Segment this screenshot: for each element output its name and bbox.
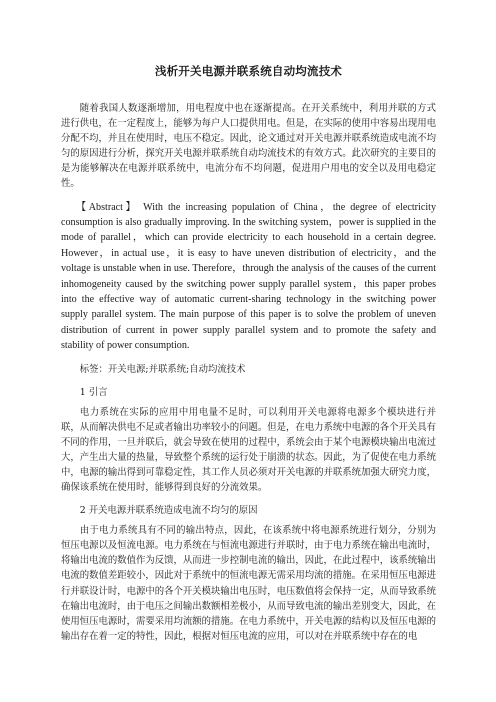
abstract-paragraph xyxy=(61,200,436,354)
section-1-paragraph: 电力系统在实际的应用中用电量不足时，可以利用开关电源将电源多个模块进行并联，从而解决供电不足或者输出功率较小的问题。但是，在电力系统中电源的各个开关具有不同的作用，一旦并联后，就会导致在使用的过程中，系统会由于某个电源模块输出电流过大，产生出大量的热量，导致整个系统的运行处于崩溃的状态。因此，为了促使在电力系统中，电源的输出得到可靠稳定性，其工作人员必须对开关电源的并联系统加强大研究力度，确保该系统在使用时，能够得到良好的分流效果。 xyxy=(61,406,437,494)
keywords-line: 标签：开关电源;并联系统;自动均流技术 xyxy=(79,363,246,375)
paper-title: 浅析开关电源并联系统自动均流技术 xyxy=(154,64,343,78)
section-2-heading: 2 开关电源并联系统造成电流不均匀的原因 xyxy=(79,505,258,517)
intro-paragraph: 随着我国人数逐渐增加，用电程度中也在逐渐提高。在开关系统中，利用并联的方式进行供电，在一定程度上，能够为每户人口提供用电。但是，在实际的使用中容易出现用电分配不均，并且在使用时，电压不稳定。因此，论文通过对开关电源并联系统造成电流不均匀的原因进行分析，探究开关电源并联系统自动均流技术的有效方式。此次研究的主要目的是为能够解决在电源并联系统中，电流分布不均问题，促进用户用电的安全以及用电稳定性。 xyxy=(61,103,437,190)
abstract-label: 【Abstract】 xyxy=(76,201,139,213)
abstract-text: With the increasing population of China，the degree of electricity consumption is also gradually improving. In the switching system，power is supplied in the mode of parallel，which can provide electricity to each household in a certain degree. However，in actual use，it is easy to have uneven distribution of electricity，and the voltage is unstable when in use. Therefore，through the analysis of the causes of the current inhomogeneity caused by the switching power supply parallel system，this paper probes into the effective way of automatic current-sharing technology in the switching power supply parallel system. The main purpose of this paper is to solve the problem of uneven distribution of current in power supply parallel system and to promote the safety and stability of power consumption. xyxy=(61,201,436,352)
section-1-heading: 1 引言 xyxy=(79,386,108,398)
section-2-paragraph: 由于电力系统具有不同的输出特点，因此，在该系统中将电源系统进行划分，分别为恒压电源以及恒流电源。电力系统在与恒流电源进行并联时，由于电力系统在输出电流时，将输出电流的数值作为反馈，从而进一步控制电流的输出，因此，在此过程中，该系统输出电流的数值差距较小，因此对于系统中的恒流电源无需采用均流的措施。在采用恒压电源进行并联设计时，电源中的各个开关模块输出电压时，电压数值将会保持一定，从而导致系统在输出电流时，由于电压之间输出数额相差极小，从而导致电流的输出差别变大，因此，在使用恒压电源时，需要采用均流额的措施。在电力系统中，开关电源的结构以及恒压电源的输出存在着一定的特性，因此，根据对恒压电流的应用，可以对在并联系统中存在的电 xyxy=(61,525,437,642)
